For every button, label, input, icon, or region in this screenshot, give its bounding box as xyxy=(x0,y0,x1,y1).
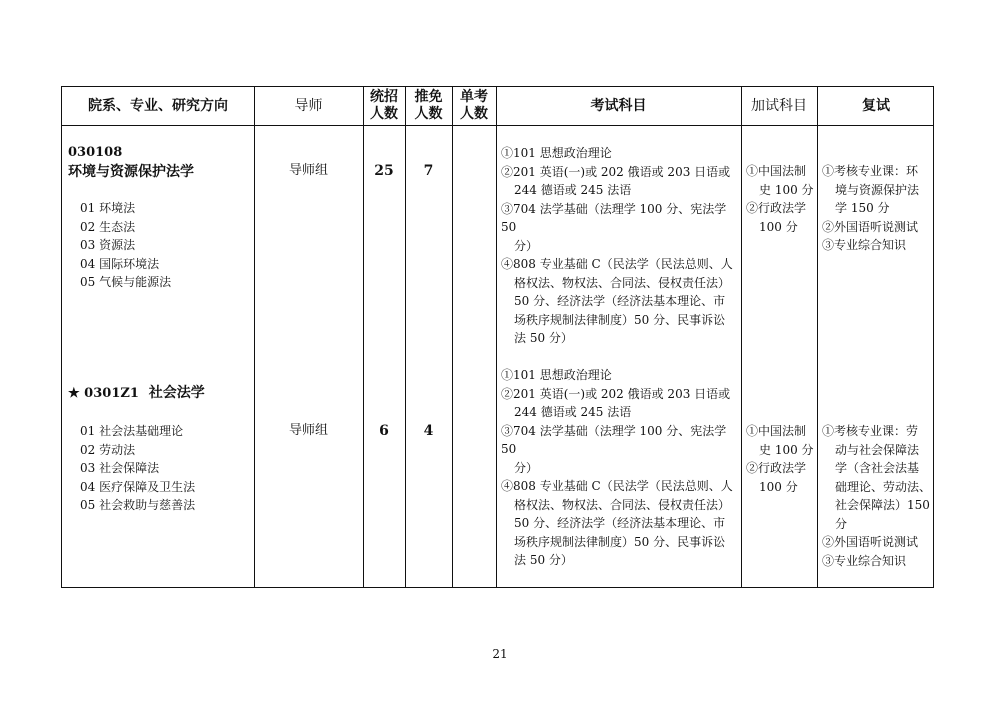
list-item: 学 150 分 xyxy=(835,201,890,215)
header-retest: 复试 xyxy=(862,97,890,114)
list-item: ④808 专业基础 C（民法学（民法总则、人 xyxy=(501,257,733,271)
admissions-table xyxy=(61,86,934,588)
list-item: ③专业综合知识 xyxy=(822,553,907,568)
list-item: 分） xyxy=(514,460,539,475)
list-item: ①考核专业课：环 xyxy=(822,164,919,178)
list-item: ①中国法制 xyxy=(746,424,807,438)
list-item: 史 100 分 xyxy=(759,182,814,197)
list-item: ①考核专业课：劳 xyxy=(822,424,919,438)
header-tuimian: 推免 人数 xyxy=(414,89,443,122)
header-dept: 院系、专业、研究方向 xyxy=(88,97,228,114)
list-item: ①101 思想政治理论 xyxy=(501,368,612,382)
list-item: ②201 英语(一)或 202 俄语或 203 日语或 xyxy=(501,164,731,179)
direction-list xyxy=(80,422,195,515)
header-advisor: 导师 xyxy=(294,97,323,114)
list-item: 01 社会法基础理论 xyxy=(80,424,184,438)
tongzhao-count: 25 xyxy=(374,163,394,179)
list-item: 格权法、物权法、合同法、侵权责任法） xyxy=(514,497,731,512)
header-exam: 考试科目 xyxy=(590,97,647,114)
list-item: 05 社会救助与慈善法 xyxy=(80,498,196,512)
list-item: 学（含社会法基 xyxy=(835,461,920,475)
list-item: ②行政法学 xyxy=(746,461,807,475)
list-item: ①中国法制 xyxy=(746,164,807,178)
list-item: 格权法、物权法、合同法、侵权责任法） xyxy=(514,275,731,290)
list-item: 244 德语或 245 法语 xyxy=(514,183,632,197)
header-divider xyxy=(62,125,933,126)
tuimian-count: 4 xyxy=(423,423,434,439)
advisor-cell: 导师组 xyxy=(288,423,328,438)
list-item: ④808 专业基础 C（民法学（民法总则、人 xyxy=(501,479,733,493)
list-item: 03 资源法 xyxy=(80,238,136,252)
column-divider xyxy=(452,87,453,587)
list-item: 04 国际环境法 xyxy=(80,256,160,271)
list-item: 02 生态法 xyxy=(80,219,136,234)
list-item: 分） xyxy=(514,238,539,253)
program-code: ★ 0301Z1 社会法学 xyxy=(68,385,205,401)
advisor-cell: 导师组 xyxy=(288,163,328,178)
list-item: 04 医疗保障及卫生法 xyxy=(80,479,196,494)
list-item: ③704 法学基础（法理学 100 分、宪法学 50 xyxy=(501,201,727,234)
list-item: 02 劳动法 xyxy=(80,442,136,457)
tongzhao-count: 6 xyxy=(379,423,389,439)
column-divider xyxy=(741,87,742,587)
list-item: 01 环境法 xyxy=(80,201,136,215)
header-extra: 加试科目 xyxy=(751,97,807,114)
list-item: 05 气候与能源法 xyxy=(80,275,172,289)
exam-subjects xyxy=(501,144,741,348)
extra-subjects xyxy=(746,162,816,236)
list-item: ②外国语听说测试 xyxy=(822,219,919,234)
retest-items xyxy=(822,422,934,570)
column-divider xyxy=(496,87,497,587)
list-item: 史 100 分 xyxy=(759,442,814,457)
list-item: ③704 法学基础（法理学 100 分、宪法学 50 xyxy=(501,423,727,456)
list-item: 100 分 xyxy=(759,219,798,234)
retest-items xyxy=(822,162,934,255)
header-tongzhao: 统招 人数 xyxy=(370,89,398,122)
list-item: 场秩序规制法律制度）50 分、民事诉讼 xyxy=(514,534,726,549)
list-item: 03 社会保障法 xyxy=(80,461,160,475)
list-item: ①101 思想政治理论 xyxy=(501,146,612,160)
list-item: 社会保障法）150 xyxy=(835,498,930,512)
list-item: 法 50 分） xyxy=(514,553,573,567)
list-item: ②201 英语(一)或 202 俄语或 203 日语或 xyxy=(501,386,731,401)
tuimian-count: 7 xyxy=(423,163,434,179)
list-item: 境与资源保护法 xyxy=(835,182,920,197)
direction-list xyxy=(80,199,171,292)
list-item: ③专业综合知识 xyxy=(822,238,907,252)
list-item: 动与社会保障法 xyxy=(835,442,920,457)
list-item: 100 分 xyxy=(759,479,798,494)
extra-subjects xyxy=(746,422,816,496)
list-item: ②行政法学 xyxy=(746,201,807,215)
exam-subjects xyxy=(501,366,741,570)
column-divider xyxy=(817,87,818,587)
list-item: 础理论、劳动法、 xyxy=(835,479,932,494)
list-item: 244 德语或 245 法语 xyxy=(514,405,632,419)
page-number: 21 xyxy=(492,647,508,661)
list-item: 50 分、经济法学（经济法基本理论、市 xyxy=(514,516,726,530)
header-dankao: 单考 人数 xyxy=(460,89,488,122)
program-code: 030108 环境与资源保护法学 xyxy=(68,145,194,180)
list-item: 分 xyxy=(835,516,848,531)
list-item: 法 50 分） xyxy=(514,331,573,345)
list-item: ②外国语听说测试 xyxy=(822,535,919,549)
list-item: 场秩序规制法律制度）50 分、民事诉讼 xyxy=(514,312,726,327)
list-item: 50 分、经济法学（经济法基本理论、市 xyxy=(514,294,726,308)
